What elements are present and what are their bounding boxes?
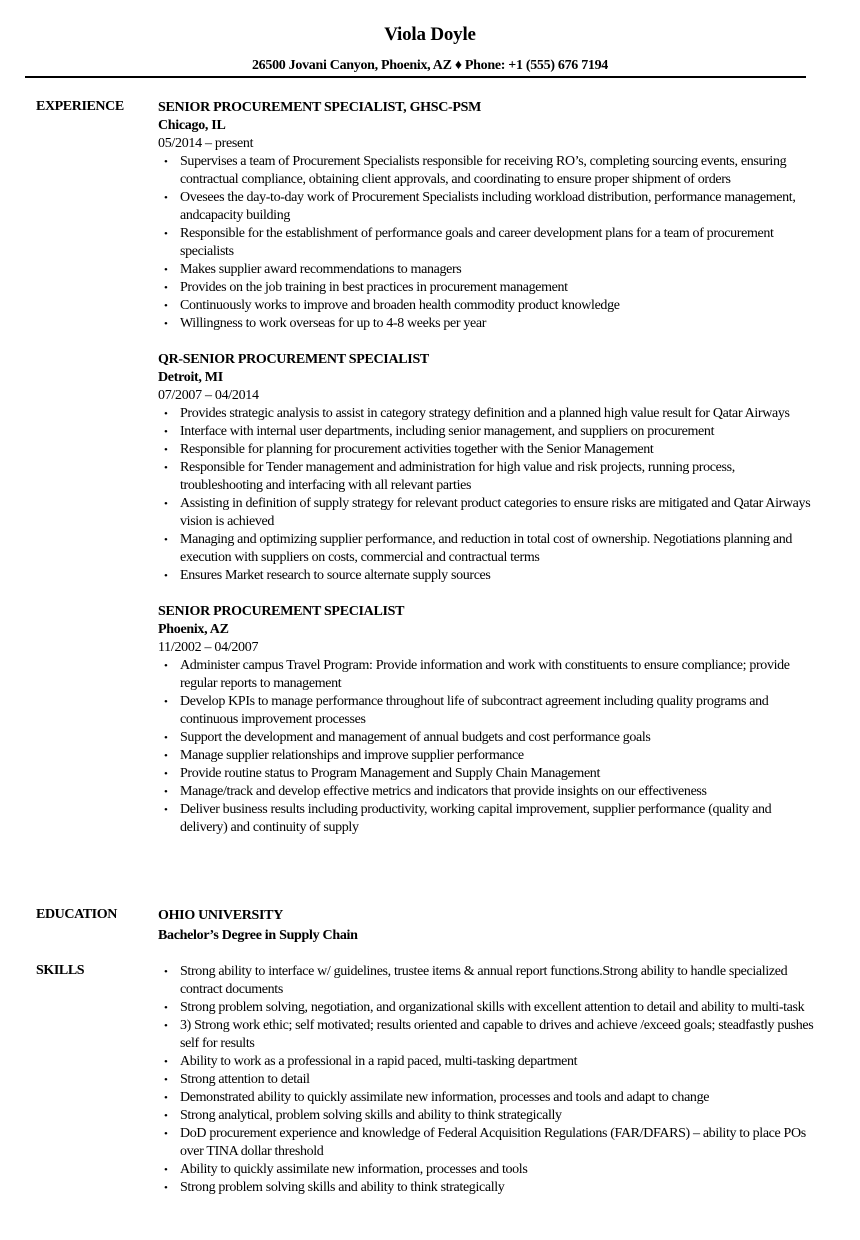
bullet-item xyxy=(158,531,818,567)
bullet-text: Managing and optimizing supplier performance, and reduction in total cost of ownership. Negotiations planning and execution with suppliers on costs, commercial and contractual terms xyxy=(180,532,793,565)
skill-text: Strong problem solving skills and ability to think strategically xyxy=(180,1180,505,1195)
bullet-icon: • xyxy=(164,300,168,312)
bullet-item xyxy=(158,225,818,261)
bullet-text: Interface with internal user departments, including senior management, and suppliers on procurement xyxy=(180,424,715,439)
bullet-text: Manage/track and develop effective metrics and indicators that provide insights on our effectiveness xyxy=(180,784,707,799)
bullet-icon: • xyxy=(164,768,168,780)
bullet-icon: • xyxy=(164,1056,168,1068)
skill-text: Ability to work as a professional in a rapid paced, multi-tasking department xyxy=(180,1054,578,1069)
job-bullets xyxy=(158,153,818,333)
bullet-text: Ensures Market research to source alternate supply sources xyxy=(180,568,491,583)
job-entry xyxy=(158,603,818,837)
bullet-item xyxy=(158,279,818,297)
bullet-text: Supervises a team of Procurement Specialists responsible for receiving RO’s, completing sourcing events, ensuring contractual compliance, obtaining client approvals, and coordinating to ensure proper shipment of orders xyxy=(180,154,787,187)
bullet-item xyxy=(158,423,818,441)
bullet-text: Continuously works to improve and broaden health commodity product knowledge xyxy=(180,298,620,313)
bullet-icon: • xyxy=(164,318,168,330)
bullet-icon: • xyxy=(164,282,168,294)
bullet-text: Administer campus Travel Program: Provide information and work with constituents to ensure compliance; provide regular reports to management xyxy=(180,658,790,691)
job-dates: 07/2007 – 04/2014 xyxy=(158,388,259,403)
bullet-icon: • xyxy=(164,534,168,546)
bullet-item xyxy=(158,801,818,837)
bullet-text: Develop KPIs to manage performance throughout life of subcontract agreement including quality programs and continuous improvement processes xyxy=(180,694,769,727)
job-location: Phoenix, AZ xyxy=(158,622,229,637)
bullet-text: Responsible for the establishment of performance goals and career development plans for a team of procurement specialists xyxy=(180,226,774,259)
bullet-item xyxy=(158,315,818,333)
bullet-item xyxy=(158,189,818,225)
bullet-item xyxy=(158,567,818,585)
bullet-icon: • xyxy=(164,1002,168,1014)
bullet-icon: • xyxy=(164,660,168,672)
skill-text: Demonstrated ability to quickly assimilate new information, processes and tools and adapt to change xyxy=(180,1090,710,1105)
job-entry xyxy=(158,99,818,333)
skill-item xyxy=(158,1125,818,1161)
bullet-text: Provide routine status to Program Management and Supply Chain Management xyxy=(180,766,600,781)
job-entry xyxy=(158,351,818,585)
bullet-item xyxy=(158,261,818,279)
bullet-icon: • xyxy=(164,732,168,744)
bullet-text: Ovesees the day-to-day work of Procurement Specialists including workload distribution, performance management, andcapacity building xyxy=(180,190,796,223)
bullet-text: Responsible for Tender management and administration for high value and risk projects, running process, troubleshooting and interfacing with all relevant parties xyxy=(180,460,735,493)
bullet-icon: • xyxy=(164,1164,168,1176)
bullet-icon: • xyxy=(164,570,168,582)
school-name: OHIO UNIVERSITY xyxy=(158,908,284,923)
bullet-item xyxy=(158,441,818,459)
section-label-education: EDUCATION xyxy=(36,907,117,922)
job-bullets xyxy=(158,405,818,585)
bullet-item xyxy=(158,729,818,747)
bullet-text: Deliver business results including productivity, working capital improvement, supplier performance (quality and delivery) and continuity of supply xyxy=(180,802,772,835)
bullet-icon: • xyxy=(164,192,168,204)
bullet-text: Makes supplier award recommendations to managers xyxy=(180,262,462,277)
bullet-icon: • xyxy=(164,444,168,456)
bullet-icon: • xyxy=(164,786,168,798)
bullet-icon: • xyxy=(164,1092,168,1104)
skills-list xyxy=(158,963,818,1197)
skill-text: Strong analytical, problem solving skills and ability to think strategically xyxy=(180,1108,562,1123)
bullet-item xyxy=(158,297,818,315)
experience-list xyxy=(158,99,818,855)
bullet-text: Willingness to work overseas for up to 4-8 weeks per year xyxy=(180,316,487,331)
bullet-item xyxy=(158,783,818,801)
bullet-item xyxy=(158,747,818,765)
skill-item xyxy=(158,1179,818,1197)
skill-item xyxy=(158,1089,818,1107)
skill-item xyxy=(158,963,818,999)
skill-text: Strong ability to interface w/ guidelines, trustee items & annual report functions.Strong ability to handle specialized contract documents xyxy=(180,964,788,997)
bullet-text: Manage supplier relationships and improve supplier performance xyxy=(180,748,524,763)
bullet-item xyxy=(158,765,818,783)
bullet-item xyxy=(158,657,818,693)
skill-text: 3) Strong work ethic; self motivated; results oriented and capable to drives and achieve /exceed goals; steadfastly pushes self for results xyxy=(180,1018,814,1051)
degree: Bachelor’s Degree in Supply Chain xyxy=(158,928,358,943)
bullet-item xyxy=(158,459,818,495)
bullet-icon: • xyxy=(164,156,168,168)
bullet-icon: • xyxy=(164,1074,168,1086)
contact-line: 26500 Jovani Canyon, Phoenix, AZ ♦ Phone: +1 (555) 676 7194 xyxy=(251,58,608,73)
bullet-text: Provides on the job training in best practices in procurement management xyxy=(180,280,568,295)
bullet-icon: • xyxy=(164,1020,168,1032)
job-dates: 05/2014 – present xyxy=(158,136,254,151)
bullet-text: Provides strategic analysis to assist in category strategy definition and a planned high value result for Qatar Airways xyxy=(180,406,790,421)
header-divider xyxy=(25,76,806,78)
skill-text: Strong attention to detail xyxy=(180,1072,310,1087)
education-entry xyxy=(158,907,818,945)
job-title: SENIOR PROCUREMENT SPECIALIST xyxy=(158,604,405,619)
bullet-item xyxy=(158,153,818,189)
section-label-experience: EXPERIENCE xyxy=(36,99,124,114)
bullet-item xyxy=(158,405,818,423)
bullet-icon: • xyxy=(164,228,168,240)
skill-text: DoD procurement experience and knowledge of Federal Acquisition Regulations (FAR/DFARS) – ability to place POs over TINA dollar threshold xyxy=(180,1126,806,1159)
skills-list-wrapper xyxy=(158,963,818,1197)
bullet-text: Assisting in definition of supply strategy for relevant product categories to ensure risks are mitigated and Qatar Airways vision is achieved xyxy=(180,496,811,529)
section-label-skills: SKILLS xyxy=(36,963,85,978)
bullet-item xyxy=(158,693,818,729)
skill-item xyxy=(158,1107,818,1125)
skill-item xyxy=(158,1161,818,1179)
bullet-icon: • xyxy=(164,264,168,276)
bullet-icon: • xyxy=(164,1110,168,1122)
bullet-icon: • xyxy=(164,966,168,978)
job-location: Chicago, IL xyxy=(158,118,226,133)
bullet-icon: • xyxy=(164,408,168,420)
bullet-icon: • xyxy=(164,804,168,816)
skill-item xyxy=(158,1053,818,1071)
bullet-icon: • xyxy=(164,498,168,510)
bullet-icon: • xyxy=(164,1182,168,1194)
skill-text: Ability to quickly assimilate new information, processes and tools xyxy=(180,1162,528,1177)
job-title: SENIOR PROCUREMENT SPECIALIST, GHSC-PSM xyxy=(158,100,482,115)
candidate-name: Viola Doyle xyxy=(384,24,476,45)
job-dates: 11/2002 – 04/2007 xyxy=(158,640,259,655)
skill-item xyxy=(158,999,818,1017)
bullet-icon: • xyxy=(164,1128,168,1140)
skill-text: Strong problem solving, negotiation, and organizational skills with excellent attention to detail and ability to multi-task xyxy=(180,1000,805,1015)
job-title: QR-SENIOR PROCUREMENT SPECIALIST xyxy=(158,352,429,367)
bullet-icon: • xyxy=(164,750,168,762)
skill-item xyxy=(158,1017,818,1053)
bullet-item xyxy=(158,495,818,531)
skill-item xyxy=(158,1071,818,1089)
bullet-icon: • xyxy=(164,696,168,708)
bullet-text: Support the development and management of annual budgets and cost performance goals xyxy=(180,730,651,745)
bullet-text: Responsible for planning for procurement activities together with the Senior Management xyxy=(180,442,654,457)
bullet-icon: • xyxy=(164,426,168,438)
job-bullets xyxy=(158,657,818,837)
bullet-icon: • xyxy=(164,462,168,474)
job-location: Detroit, MI xyxy=(158,370,223,385)
